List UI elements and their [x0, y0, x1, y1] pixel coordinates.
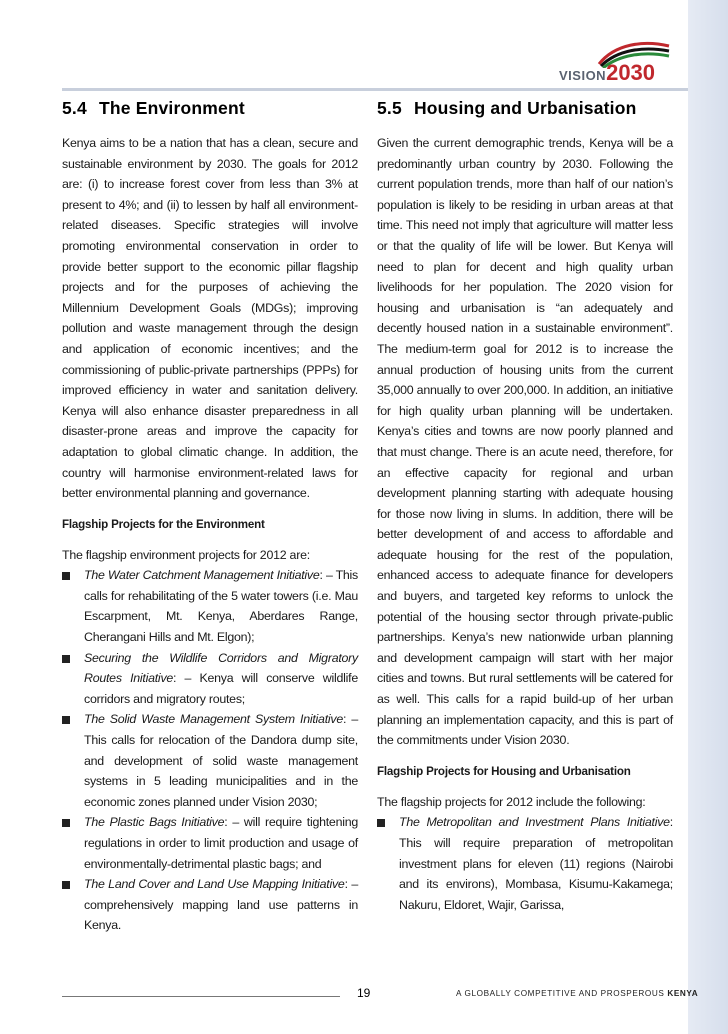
section-title: Housing and Urbanisation — [413, 98, 637, 118]
section-heading-environment — [62, 98, 358, 119]
bullet-square-icon — [62, 881, 70, 889]
left-column — [62, 98, 358, 936]
list-item — [377, 812, 673, 915]
list-item — [62, 709, 358, 812]
header-divider — [62, 88, 688, 91]
tagline-text: A GLOBALLY COMPETITIVE AND PROSPEROUS — [456, 989, 665, 998]
list-item — [62, 648, 358, 710]
project-title: The Plastic Bags Initiative — [84, 815, 225, 830]
list-item — [62, 874, 358, 936]
section-number: 5.4 — [62, 98, 87, 118]
project-text: : – will require tightening regulations in order to limit production and usage of environmentally-detrimental plastic bags; and — [84, 815, 358, 871]
decorative-side-band — [688, 0, 728, 1034]
bullet-square-icon — [62, 819, 70, 827]
project-text: : This will require preparation of metropolitan investment plans for eleven (11) regions (Nairobi and its environs), Mombasa, Kisumu-Kakamega; Nakuru, Eldoret, Wajir, Garissa, — [399, 815, 673, 912]
section-heading-housing — [377, 98, 673, 119]
logo-year-text: 2030 — [606, 60, 656, 85]
vision-2030-logo — [545, 38, 675, 86]
housing-intro-paragraph: Given the current demographic trends, Kenya will be a predominantly urban country by 2030. Following the current population trends, more than half of our nation’s population is likely to be residing in urban areas at that time. This need not imply that agriculture will matter less or that the quality of life will be lower. But Kenya will need to plan for decent and high quality urban livelihoods for her population. The 2020 vision for housing and urbanisation is “an adequately and decently housed nation in a sustainable environment”. The medium-term goal for 2012 is to increase the annual production of housing units from the current 35,000 annually to over 200,000. In addition, an initiative for high quality urban planning will be undertaken. Kenya’s cities and towns are now poorly planned and that must change. There is an acute need, therefore, for an effective capacity for regional and urban development planning starting with adequate housing for those now living in slums. In addition, there will be better development of and access to affordable and adequate housing for the rest of the population, enhanced access to adequate finance for developers and buyers, and targeted key reforms to unlock the potential of the housing sector through private-public partnerships. Kenya’s new nationwide urban planning and development campaign will start with her major cities and towns. But rural settlements will be catered for as well. This calls for a rapid build-up of her urban planning an implementation capacity, and this is part of the commitments under Vision 2030. — [377, 136, 673, 748]
footer-divider — [62, 996, 340, 997]
footer-tagline — [456, 989, 698, 998]
project-title: The Land Cover and Land Use Mapping Initiative — [84, 877, 345, 892]
bullet-square-icon — [62, 572, 70, 580]
flagship-heading-housing: Flagship Projects for Housing and Urbanisation — [377, 764, 631, 778]
project-title: Securing the Wildlife Corridors and Migratory Routes Initiative — [84, 650, 358, 686]
flagship-heading-environment: Flagship Projects for the Environment — [62, 517, 265, 531]
bullet-square-icon — [377, 819, 385, 827]
tagline-bold-text: KENYA — [667, 989, 699, 998]
page-number: 19 — [357, 986, 371, 1000]
list-item — [62, 565, 358, 647]
project-text: : – This calls for rehabilitating of the 5 water towers (i.e. Mau Escarpment, Mt. Kenya, Aberdares Range, Cherangani Hills and Mt. Elgon); — [84, 568, 359, 645]
project-title: The Metropolitan and Investment Plans Initiative — [399, 815, 670, 830]
project-text: : – This calls for relocation of the Dandora dump site, and development of solid waste management systems in 5 leading municipalities and in the economic zones planned under Vision 2030; — [84, 712, 358, 809]
section-title: The Environment — [98, 98, 245, 118]
flagship-intro-housing: The flagship projects for 2012 include the following: — [377, 794, 646, 809]
project-text: : – comprehensively mapping land use patterns in Kenya. — [84, 877, 358, 933]
right-column — [377, 98, 673, 915]
project-text: : – Kenya will conserve wildlife corridors and migratory routes; — [84, 671, 358, 706]
environment-projects-list — [62, 565, 358, 936]
section-number: 5.5 — [377, 98, 402, 118]
housing-projects-list — [377, 812, 673, 915]
environment-intro-paragraph: Kenya aims to be a nation that has a clean, secure and sustainable environment by 2030. The goals for 2012 are: (i) to increase forest cover from less than 3% at present to 4%; and (ii) to lessen by half all environment-related diseases. Specific strategies will involve promoting environmental conservation in order to provide better support to the economic pillar flagship projects and for the purposes of achieving the Millennium Development Goals (MDGs); improving pollution and waste management through the design and application of economic incentives; and the commissioning of public-private partnerships (PPPs) for improved efficiency in water and sanitation delivery. Kenya will also enhance disaster preparedness in all disaster-prone areas and improve the capacity for adaptation to global climatic change. In addition, the country will harmonise environment-related laws for better environmental planning and governance. — [62, 136, 358, 501]
bullet-square-icon — [62, 716, 70, 724]
bullet-square-icon — [62, 655, 70, 663]
list-item — [62, 812, 358, 874]
project-title: The Water Catchment Management Initiative — [84, 568, 320, 583]
logo-vision-text: VISION — [559, 68, 607, 83]
flagship-intro-environment: The flagship environment projects for 2012 are: — [62, 547, 310, 562]
project-title: The Solid Waste Management System Initiative — [84, 712, 343, 727]
